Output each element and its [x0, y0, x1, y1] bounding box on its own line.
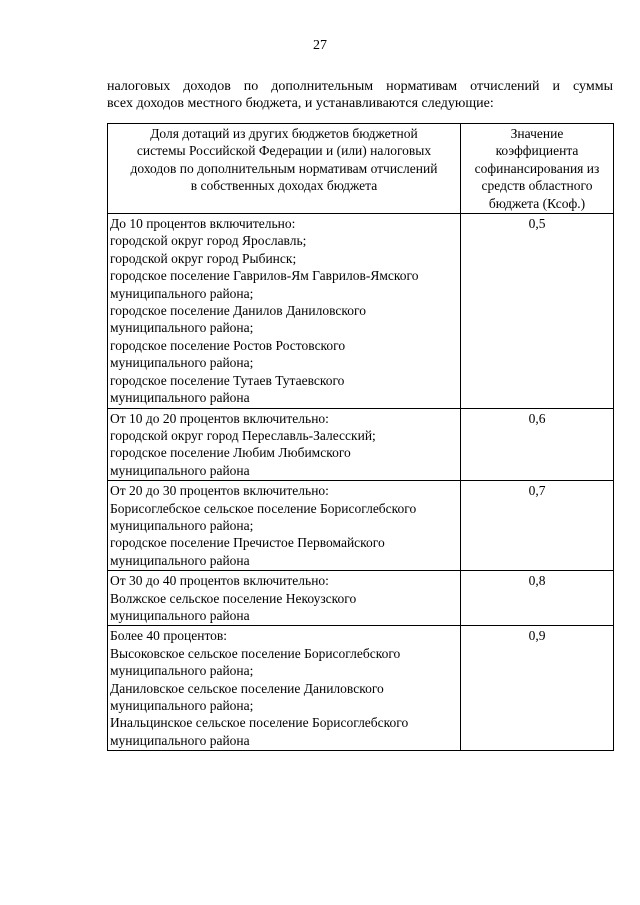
- row-line: муниципального района: [110, 552, 250, 568]
- header-line: системы Российской Федерации и (или) налоговых: [136, 143, 432, 159]
- row-line: От 30 до 40 процентов включительно:: [110, 573, 329, 589]
- header-line: Доля дотаций из других бюджетов бюджетной: [150, 126, 418, 141]
- table-row: [108, 626, 614, 751]
- row-line: муниципального района;: [110, 517, 254, 533]
- table-row: [108, 571, 614, 626]
- row-description: [108, 571, 461, 626]
- row-line: городское поселение Тутаев Тутаевского: [110, 372, 345, 388]
- intro-line: всех доходов местного бюджета, и устанавливаются следующие:: [107, 96, 494, 111]
- row-line: Высоковское сельское поселение Борисоглебского: [110, 645, 401, 661]
- header-line: бюджета (Ксоф.): [488, 195, 586, 211]
- row-line: Более 40 процентов:: [110, 628, 228, 644]
- table-row: [108, 214, 614, 408]
- header-line: в собственных доходах бюджета: [190, 178, 378, 194]
- table-header-row: [108, 124, 614, 214]
- row-line: муниципального района;: [110, 320, 254, 336]
- row-line: муниципального района;: [110, 663, 254, 679]
- row-coefficient-value: 0,9: [461, 626, 614, 751]
- row-description: [108, 408, 461, 481]
- header-line: средств областного: [481, 178, 593, 194]
- row-line: городское поселение Гаврилов-Ям Гаврилов-Ямского: [110, 268, 419, 284]
- row-coefficient-value: 0,8: [461, 571, 614, 626]
- row-line: Волжское сельское поселение Некоузского: [110, 590, 357, 606]
- intro-paragraph: [107, 78, 613, 112]
- row-line: городское поселение Данилов Даниловского: [110, 303, 366, 319]
- row-line: городское поселение Пречистое Первомайского: [110, 535, 385, 551]
- row-line: муниципального района;: [110, 355, 254, 371]
- header-line: коэффициента: [495, 143, 579, 159]
- row-line: Инальцинское сельское поселение Борисоглебского: [110, 715, 409, 731]
- row-line: От 10 до 20 процентов включительно:: [110, 410, 329, 426]
- row-line: городской округ город Ярославль;: [110, 233, 307, 249]
- row-line: От 20 до 30 процентов включительно:: [110, 483, 329, 499]
- row-coefficient-value: 0,7: [461, 481, 614, 571]
- intro-line: налоговых доходов по дополнительным нормативам отчислений и суммы: [107, 79, 613, 94]
- row-line: муниципального района: [110, 390, 250, 406]
- row-line: Даниловское сельское поселение Даниловского: [110, 680, 384, 696]
- row-line: городское поселение Ростов Ростовского: [110, 337, 346, 353]
- row-line: До 10 процентов включительно:: [110, 216, 296, 232]
- row-line: Борисоглебское сельское поселение Борисоглебского: [110, 500, 417, 516]
- table-row: [108, 481, 614, 571]
- row-line: городской округ город Рыбинск;: [110, 250, 297, 266]
- row-coefficient-value: 0,5: [461, 214, 614, 408]
- coefficient-table: [107, 123, 614, 751]
- header-line: софинансирования из: [474, 160, 600, 176]
- page-number: 27: [313, 38, 327, 53]
- header-line: Значение: [510, 126, 564, 141]
- row-line: муниципального района: [110, 607, 250, 623]
- header-coefficient-value: [461, 124, 614, 214]
- header-line: доходов по дополнительным нормативам отчислений: [130, 160, 438, 176]
- row-description: [108, 481, 461, 571]
- row-line: муниципального района: [110, 462, 250, 478]
- row-description: [108, 214, 461, 408]
- row-line: городское поселение Любим Любимского: [110, 445, 351, 461]
- row-line: муниципального района;: [110, 698, 254, 713]
- row-line: муниципального района: [110, 732, 250, 748]
- row-line: городской округ город Переславль-Залесский;: [110, 427, 376, 443]
- table-row: [108, 408, 614, 481]
- header-share-of-subsidies: [108, 124, 461, 214]
- row-line: муниципального района;: [110, 285, 254, 301]
- row-coefficient-value: 0,6: [461, 408, 614, 481]
- row-description: [108, 626, 461, 751]
